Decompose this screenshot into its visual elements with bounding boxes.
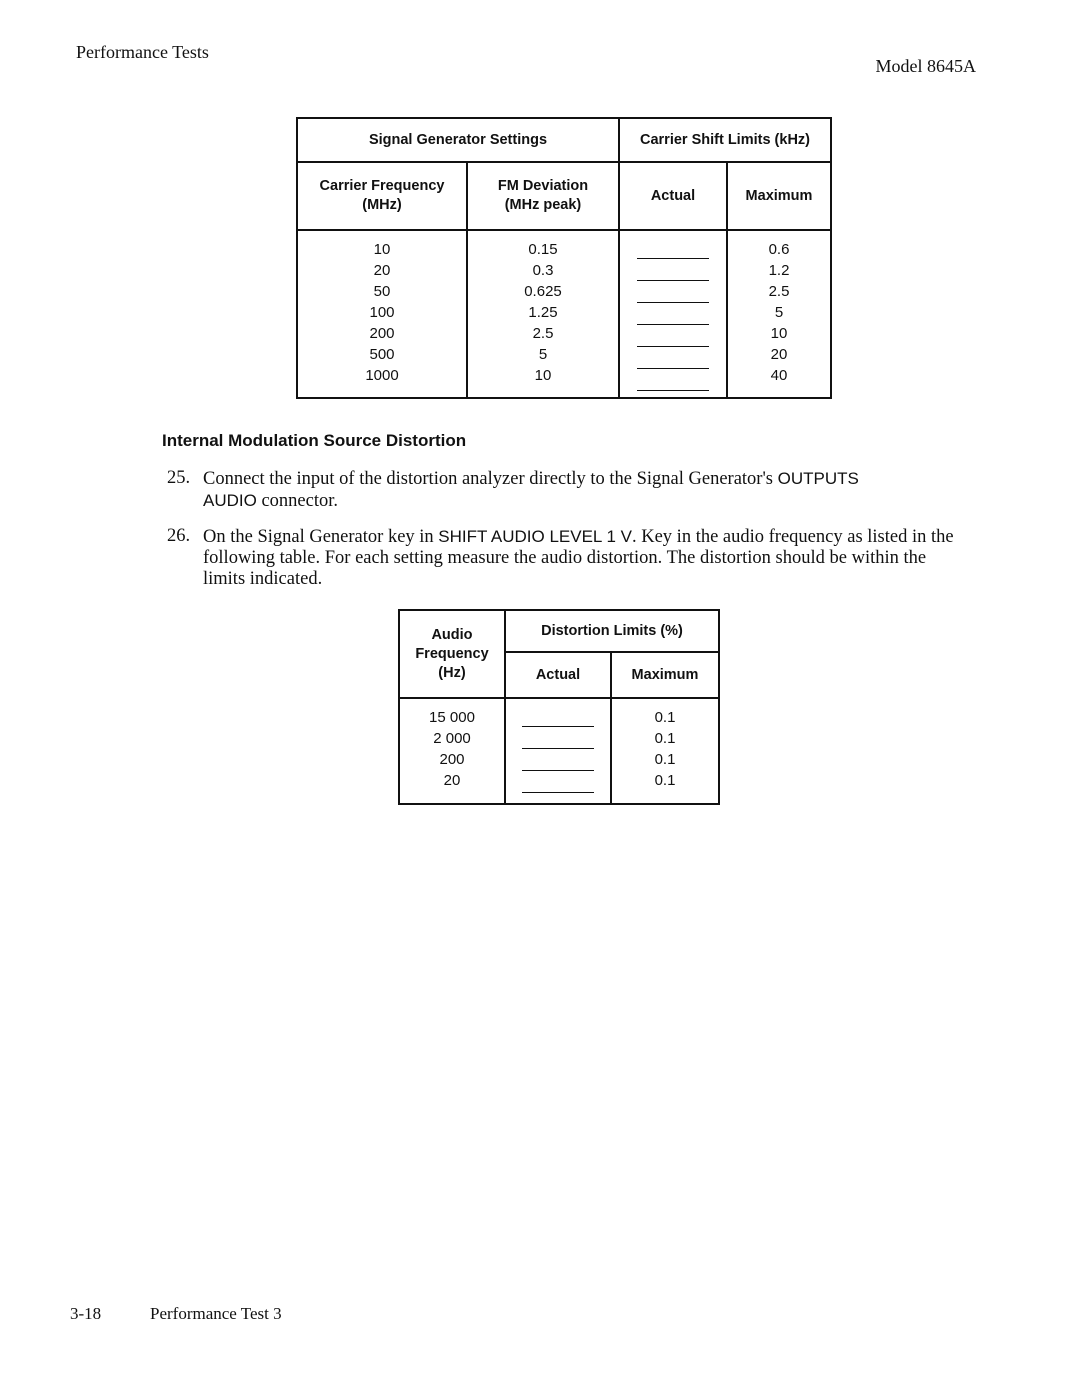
- step-text-b: . Key in the audio frequency as listed in the following table. For each setting measure the audio distortion. The distortion should be within the limits indicated.: [203, 527, 954, 589]
- audio-distortion-table: [398, 609, 720, 805]
- step-number: 26.: [167, 526, 191, 546]
- header-signal-generator-settings: Signal Generator Settings: [297, 118, 619, 162]
- actual-blank-line: [522, 707, 594, 727]
- actual-blank-line: [637, 283, 709, 303]
- key-outputs: OUTPUTS: [777, 469, 859, 488]
- procedure-step-26: [167, 526, 967, 590]
- footer-title: Performance Test 3: [150, 1304, 282, 1323]
- step-number: 25.: [167, 468, 191, 488]
- procedure-step-25: [167, 468, 967, 512]
- header-carrier-shift-limits: Carrier Shift Limits (kHz): [619, 118, 831, 162]
- maximum-values: 0.1 0.1 0.1 0.1: [611, 698, 719, 804]
- actual-blank-line: [637, 371, 709, 391]
- actual-blank-lines: [620, 239, 726, 391]
- header-audio-frequency-line1: Audio: [431, 626, 473, 643]
- header-maximum: Maximum: [611, 652, 719, 698]
- header-audio-frequency-line2: Frequency: [415, 645, 489, 662]
- step-text: [203, 526, 967, 590]
- running-header-left: Performance Tests: [76, 42, 209, 62]
- actual-blank-line: [637, 261, 709, 281]
- carrier-shift-table: [296, 117, 832, 399]
- header-maximum: Maximum: [727, 162, 831, 230]
- step-text-a: On the Signal Generator key in: [203, 527, 439, 547]
- fm-deviation-values: 0.15 0.3 0.625 1.25 2.5 5 10: [467, 230, 619, 398]
- key-shift-audio-level: SHIFT AUDIO LEVEL 1 V: [438, 527, 632, 546]
- audio-frequency-values: 15 000 2 000 200 20: [399, 698, 505, 804]
- key-audio: AUDIO: [203, 491, 257, 510]
- actual-blank-line: [637, 305, 709, 325]
- section-heading: Internal Modulation Source Distortion: [162, 431, 467, 450]
- header-carrier-frequency: [297, 162, 467, 230]
- running-header-right: Model 8645A: [875, 56, 976, 76]
- header-distortion-limits: Distortion Limits (%): [505, 610, 719, 652]
- step-text-b: connector.: [256, 491, 339, 511]
- actual-blank-lines: [506, 707, 610, 793]
- step-text: [203, 468, 967, 512]
- carrier-frequency-values: 10 20 50 100 200 500 1000: [297, 230, 467, 398]
- actual-blank-column: [619, 230, 727, 398]
- header-fm-deviation-line2: (MHz peak): [504, 197, 582, 213]
- actual-blank-line: [522, 729, 594, 749]
- actual-blank-line: [522, 773, 594, 793]
- actual-blank-column: [505, 698, 611, 804]
- actual-blank-line: [637, 239, 709, 259]
- header-audio-frequency: [399, 610, 505, 698]
- actual-blank-line: [637, 349, 709, 369]
- header-fm-deviation-line1: FM Deviation: [497, 178, 589, 194]
- page-number: 3-18: [70, 1304, 102, 1323]
- header-actual: Actual: [619, 162, 727, 230]
- header-audio-frequency-line3: (Hz): [438, 664, 466, 681]
- step-text-a: Connect the input of the distortion analyzer directly to the Signal Generator's: [203, 469, 778, 489]
- actual-blank-line: [522, 751, 594, 771]
- header-carrier-frequency-line1: Carrier Frequency: [319, 178, 445, 194]
- actual-blank-line: [637, 327, 709, 347]
- maximum-values: 0.6 1.2 2.5 5 10 20 40: [727, 230, 831, 398]
- header-actual: Actual: [505, 652, 611, 698]
- header-carrier-frequency-line2: (MHz): [362, 197, 402, 213]
- header-fm-deviation: [467, 162, 619, 230]
